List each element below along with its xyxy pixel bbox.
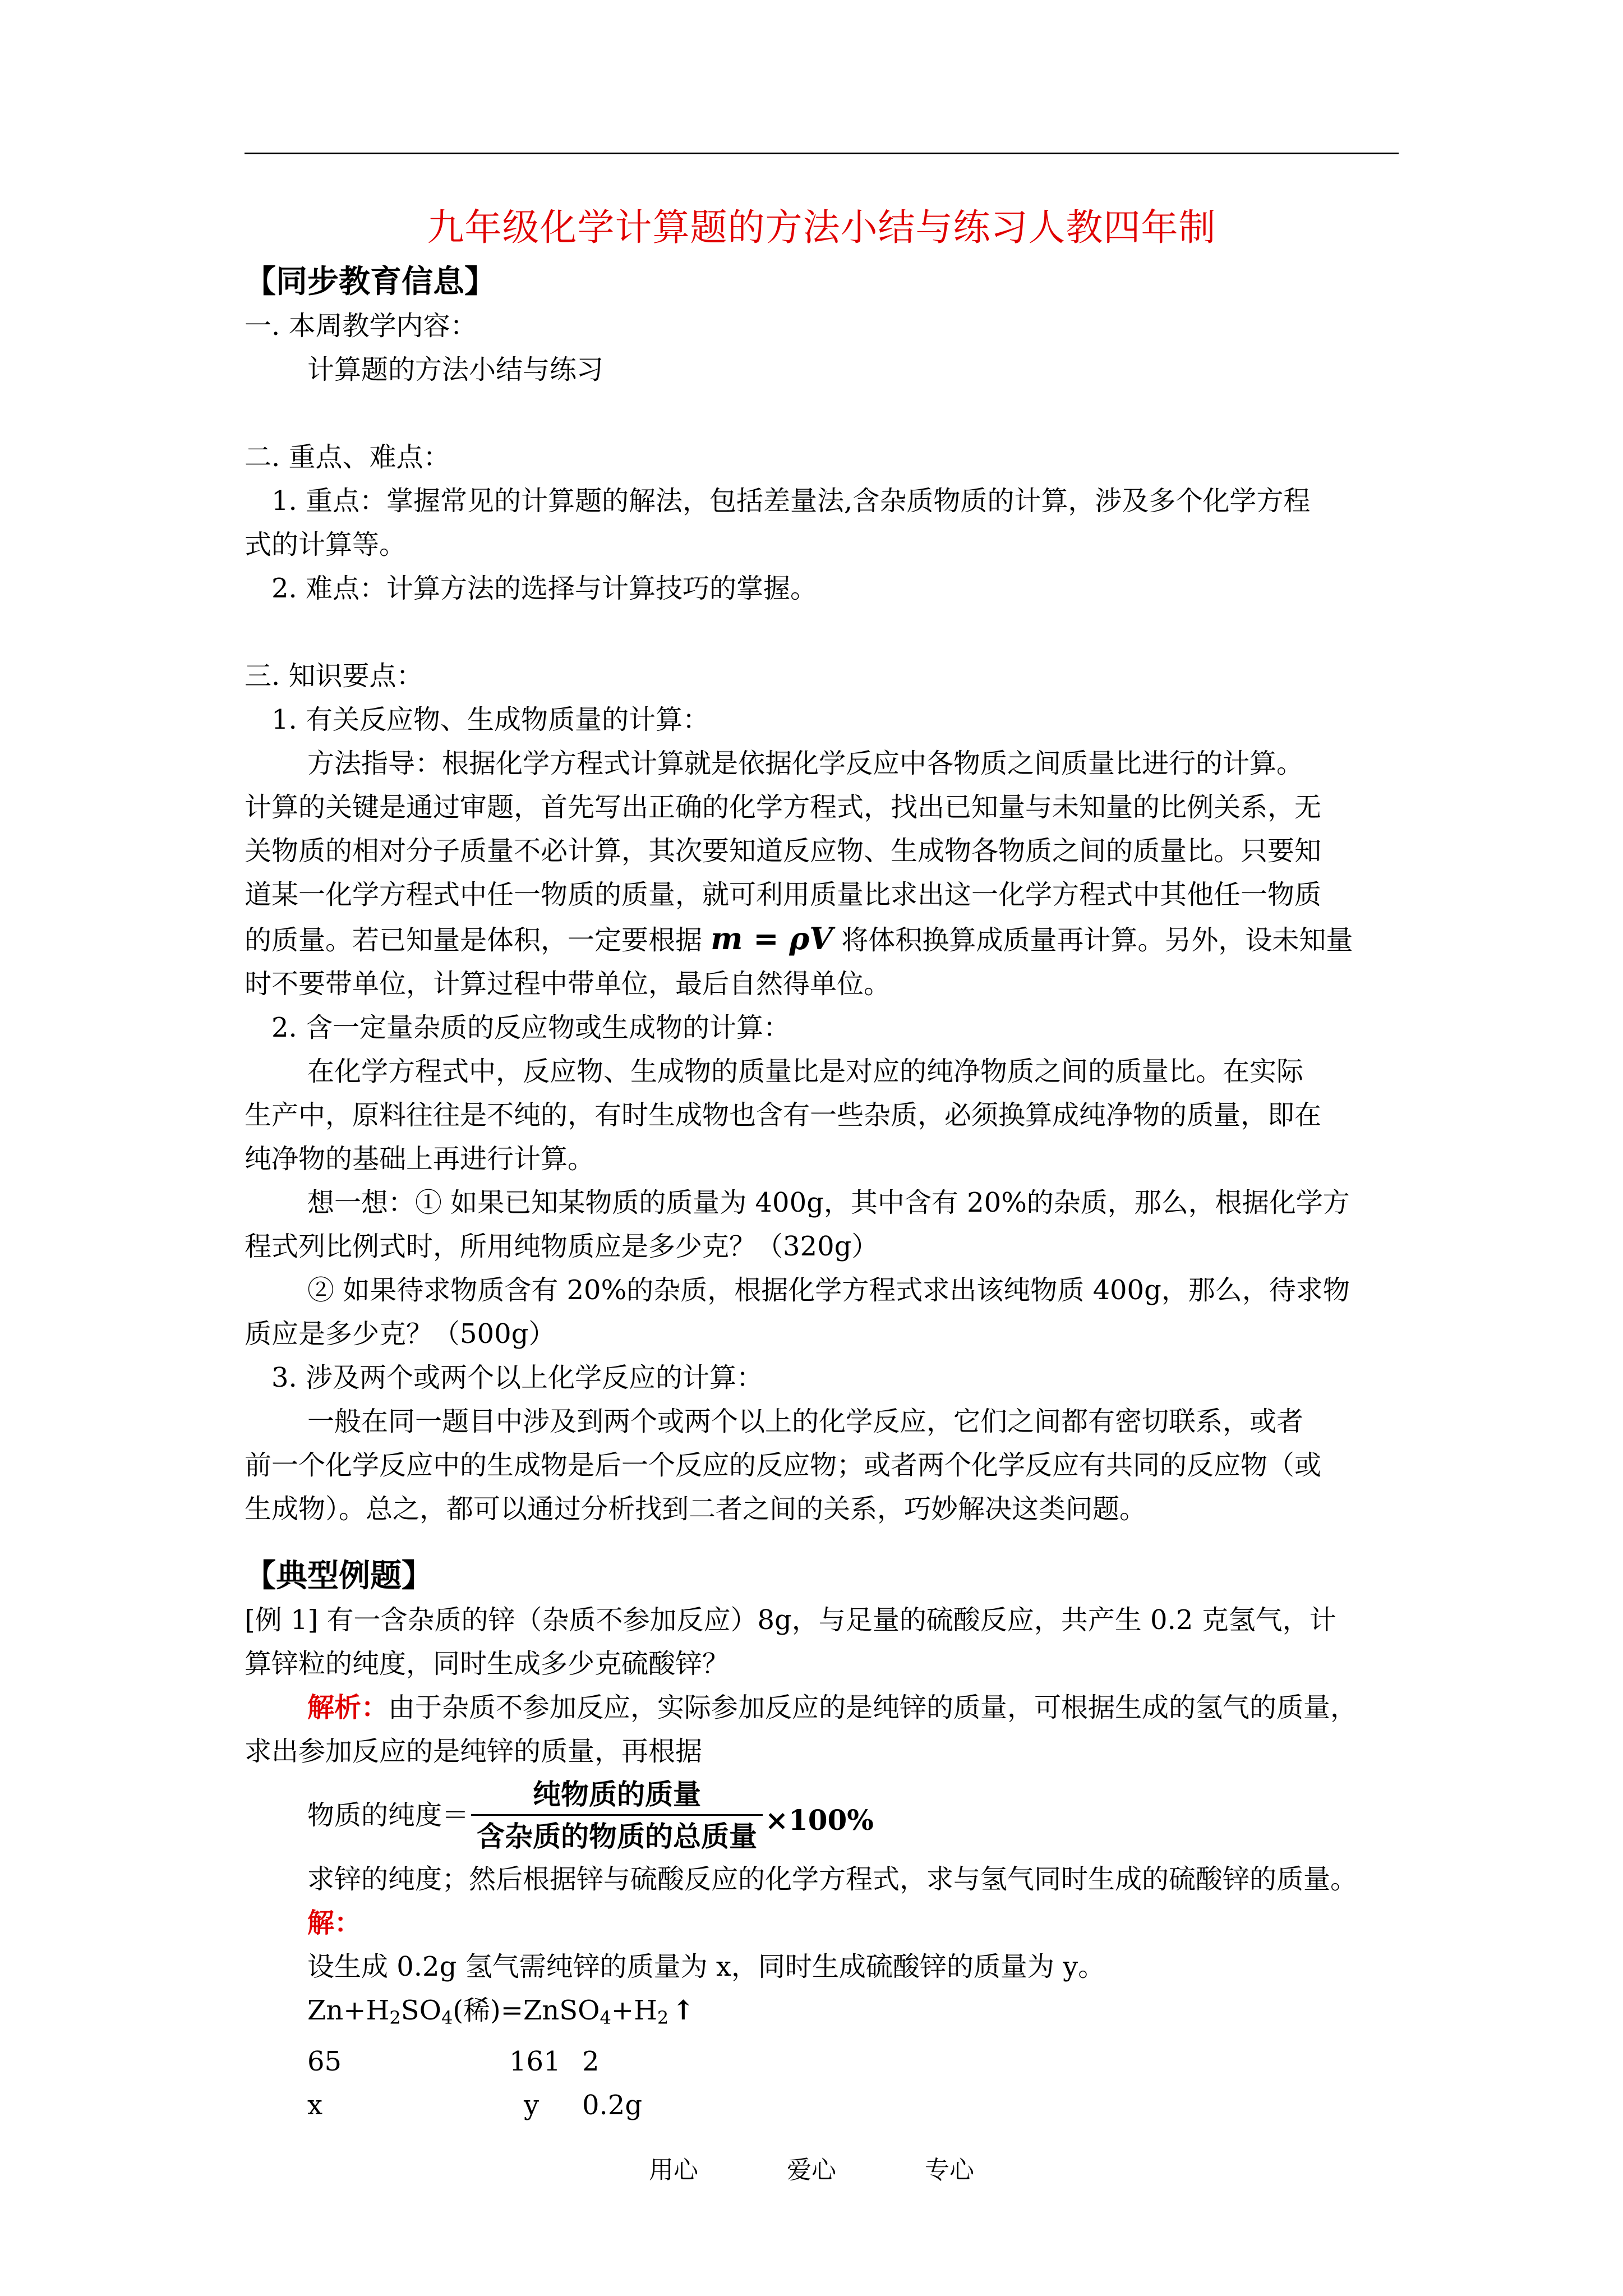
knowledge-1-line-3: 关物质的相对分子质量不必计算，其次要知道反应物、生成物各物质之间的质量比。只要知 [245,835,1322,867]
knowledge-2-line-6: ② 如果待求物质含有 20%的杂质，根据化学方程式求出该纯物质 400g，那么，待求物 [307,1274,1350,1306]
eq-sub-4b: 4 [600,2007,611,2028]
page-title: 九年级化学计算题的方法小结与练习人教四年制 [427,206,1216,249]
examples-heading: 【典型例题】 [245,1557,433,1594]
knowledge-3-line-3: 生成物）。总之，都可以通过分析找到二者之间的关系，巧妙解决这类问题。 [245,1493,1147,1525]
ratio-znso4: 161 [509,2046,561,2077]
solution-line-1: 设生成 0.2g 氢气需纯锌的质量为 x，同时生成硫酸锌的质量为 y。 [307,1951,1105,1982]
section-1-text: 计算题的方法小结与练习 [307,354,604,385]
header-rule [245,153,1399,154]
example-1-line-1: [例 1] 有一含杂质的锌（杂质不参加反应）8g，与足量的硫酸反应，共产生 0.2 克氢气，计 [245,1604,1336,1636]
eq-h: +H [611,1995,657,2026]
unknown-y: y [524,2090,540,2121]
ratio-h2: 2 [582,2046,600,2077]
analysis-line-2: 求出参加反应的是纯锌的质量，再根据 [245,1736,703,1767]
spacer [245,1531,1399,1553]
key-point-line-2: 式的计算等。 [245,529,407,560]
knowledge-2-line-5: 程式列比例式时，所用纯物质应是多少克？（320g） [245,1231,879,1262]
footer-item: 专心 [925,2156,974,2184]
known-h2-mass: 0.2g [582,2090,643,2121]
eq-zn: Zn+H [307,1995,390,2026]
formula-percent: ×100% [765,1803,874,1837]
knowledge-3-heading: 3. 涉及两个或两个以上化学反应的计算： [271,1362,764,1393]
info-heading: 【同步教育信息】 [245,263,496,300]
analysis-line-1 [245,1686,1399,1729]
density-formula: m = ρV [711,921,833,956]
document-body [245,259,1399,2127]
chemical-equation [245,1989,1399,2040]
knowledge-1-line-5 [245,917,1399,962]
knowledge-2-line-4: 想一想：① 如果已知某物质的质量为 400g，其中含有 20%的杂质，那么，根据化学方 [307,1187,1350,1218]
analysis-text-1: 由于杂质不参加反应，实际参加反应的是纯锌的质量，可根据生成的氢气的质量， [388,1692,1358,1723]
key-point-line-1: 1. 重点：掌握常见的计算题的解法，包括差量法,含杂质物质的计算，涉及多个化学方程 [271,485,1311,517]
formula-fraction [471,1777,763,1854]
analysis-label: 解析： [307,1692,389,1723]
example-1-line-2: 算锌粒的纯度，同时生成多少克硫酸锌？ [245,1648,730,1680]
knowledge-2-line-2: 生产中，原料往往是不纯的，有时生成物也含有一些杂质，必须换算成纯净物的质量，即在 [245,1099,1322,1131]
section-2-heading: 二. 重点、难点： [245,441,450,473]
knowledge-1-heading: 1. 有关反应物、生成物质量的计算： [271,704,710,735]
solution-label-line [245,1901,1399,1945]
knowledge-2-line-3: 纯净物的基础上再进行计算。 [245,1143,595,1175]
unknown-x: x [307,2090,323,2121]
ratio-zn: 65 [307,2046,342,2077]
difficulty-line: 2. 难点：计算方法的选择与计算技巧的掌握。 [271,573,818,604]
mass-ratio-row [245,2040,1399,2083]
knowledge-1-line-4: 道某一化学方程式中任一物质的质量，就可利用质量比求出这一化学方程式中其他任一物质 [245,879,1322,910]
eq-so4: SO [400,1995,441,2026]
formula-denominator: 含杂质的物质的总质量 [477,1819,758,1853]
formula-lhs: 物质的纯度＝ [307,1800,469,1831]
unknown-row [245,2083,1399,2127]
eq-sub-2b: 2 [657,2007,669,2028]
knowledge-1-line-5-b: 将体积换算成质量再计算。另外，设未知量 [841,924,1353,956]
gas-arrow-icon: ↑ [672,1995,695,2026]
knowledge-1-line-5-a: 的质量。若已知量是体积，一定要根据 [245,924,703,956]
eq-sub-2a: 2 [389,2007,401,2028]
solution-label: 解： [307,1907,362,1939]
spacer [245,392,1399,435]
knowledge-2-line-1: 在化学方程式中，反应物、生成物的质量比是对应的纯净物质之间的质量比。在实际 [307,1056,1304,1087]
footer-item: 用心 [649,2156,698,2184]
knowledge-1-line-6: 时不要带单位，计算过程中带单位，最后自然得单位。 [245,968,891,1000]
formula-numerator: 纯物质的质量 [533,1777,702,1811]
knowledge-1-line-1: 方法指导：根据化学方程式计算就是依据化学反应中各物质之间质量比进行的计算。 [307,748,1304,779]
page-footer [0,2150,1623,2185]
spacer [245,610,1399,654]
knowledge-3-line-2: 前一个化学反应中的生成物是后一个反应的反应物；或者两个化学反应有共同的反应物（或 [245,1450,1322,1481]
footer-item: 爱心 [787,2156,836,2184]
knowledge-2-heading: 2. 含一定量杂质的反应物或生成物的计算： [271,1012,791,1043]
section-3-heading: 三. 知识要点： [245,660,423,692]
purity-formula [245,1773,1399,1857]
eq-sub-4a: 4 [441,2007,453,2028]
eq-mid: (稀)=ZnSO [453,1995,600,2026]
section-1-heading: 一. 本周教学内容： [245,310,477,342]
after-formula-line: 求锌的纯度；然后根据锌与硫酸反应的化学方程式，求与氢气同时生成的硫酸锌的质量。 [307,1864,1358,1895]
knowledge-3-line-1: 一般在同一题目中涉及到两个或两个以上的化学反应，它们之间都有密切联系，或者 [307,1406,1304,1437]
knowledge-1-line-2: 计算的关键是通过审题，首先写出正确的化学方程式，找出已知量与未知量的比例关系，无 [245,792,1322,823]
knowledge-2-line-7: 质应是多少克？（500g） [245,1318,556,1350]
